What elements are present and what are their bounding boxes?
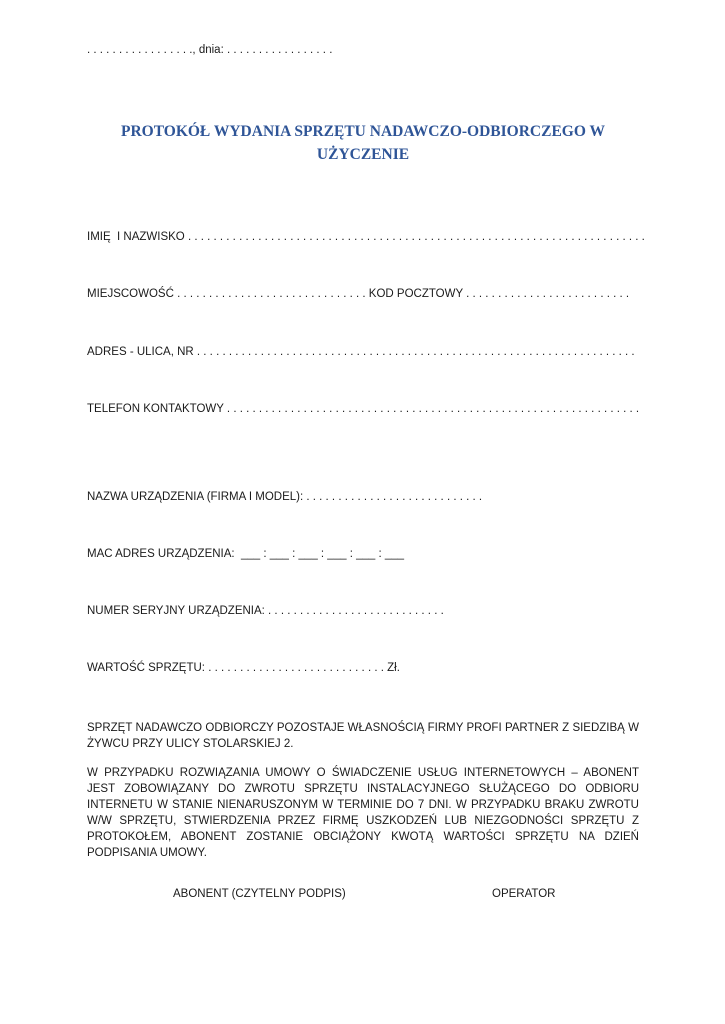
field-numer-seryjny: NUMER SERYJNY URZĄDZENIA: . . . . . . . . . . . . . . . . . . . . . . . . . . . . — [87, 605, 444, 617]
signature-abonent: ABONENT (CZYTELNY PODPIS) — [173, 888, 346, 900]
field-wartosc-sprzetu: WARTOŚĆ SPRZĘTU: . . . . . . . . . . . . . . . . . . . . . . . . . . . . Zł. — [87, 662, 400, 674]
field-nazwa-urzadzenia: NAZWA URZĄDZENIA (FIRMA I MODEL): . . . . . . . . . . . . . . . . . . . . . . . . . . . . — [87, 491, 483, 503]
signature-operator: OPERATOR — [492, 888, 556, 900]
field-imie-nazwisko: IMIĘ I NAZWISKO . . . . . . . . . . . . . . . . . . . . . . . . . . . . . . . . . . . . . . . . . . . . . . . . . . . . . . . . . . . . . . . . . . . . . . . . — [87, 231, 645, 243]
field-adres: ADRES - ULICA, NR . . . . . . . . . . . . . . . . . . . . . . . . . . . . . . . . . . . . . . . . . . . . . . . . . . . . . . . . . . . . . . . . . . . . . — [87, 346, 635, 358]
ownership-paragraph: SPRZĘT NADAWCZO ODBIORCZY POZOSTAJE WŁASNOŚCIĄ FIRMY PROFI PARTNER Z SIEDZIBĄ W ŻYWCU PRZY ULICY STOLARSKIEJ 2. — [87, 722, 639, 750]
return-terms-paragraph: W PRZYPADKU ROZWIĄZANIA UMOWY O ŚWIADCZENIE USŁUG INTERNETOWYCH – ABONENT JEST ZOBOWIĄZANY DO ZWROTU SPRZĘTU INSTALACYJNEGO SŁUŻĄCEGO DO ODBIORU INTERNETU W STANIE NIENARUSZONYM W TERMINIE DO 7 DNI. W PRZYPADKU BRAKU ZWROTU W/W SPRZĘTU, STWIERDZENIA PRZEZ FIRMĘ USZKODZEŃ LUB NIEZGODNOŚCI SPRZĘTU Z PROTOKOŁEM, ABONENT ZOSTANIE OBCIĄŻONY KWOTĄ WARTOŚCI SPRZĘTU NA DZIEŃ PODPISANIA UMOWY. — [87, 767, 639, 859]
field-miejscowosc-kod-pocztowy: MIEJSCOWOŚĆ . . . . . . . . . . . . . . . . . . . . . . . . . . . . . . KOD POCZTOWY . . . . . . . . . . . . . . . . . . . . . . . . . . — [87, 288, 630, 300]
document-title: PROTOKÓŁ WYDANIA SPRZĘTU NADAWCZO-ODBIORCZEGO W UŻYCZENIE — [120, 123, 606, 163]
field-mac-adres: MAC ADRES URZĄDZENIA: ___ : ___ : ___ : ___ : ___ : ___ — [87, 548, 405, 560]
field-telefon: TELEFON KONTAKTOWY . . . . . . . . . . . . . . . . . . . . . . . . . . . . . . . . . . . . . . . . . . . . . . . . . . . . . . . . . . . . . . . . . — [87, 403, 640, 415]
place-date-line: . . . . . . . . . . . . . . . . ., dnia: . . . . . . . . . . . . . . . . . — [87, 44, 333, 56]
